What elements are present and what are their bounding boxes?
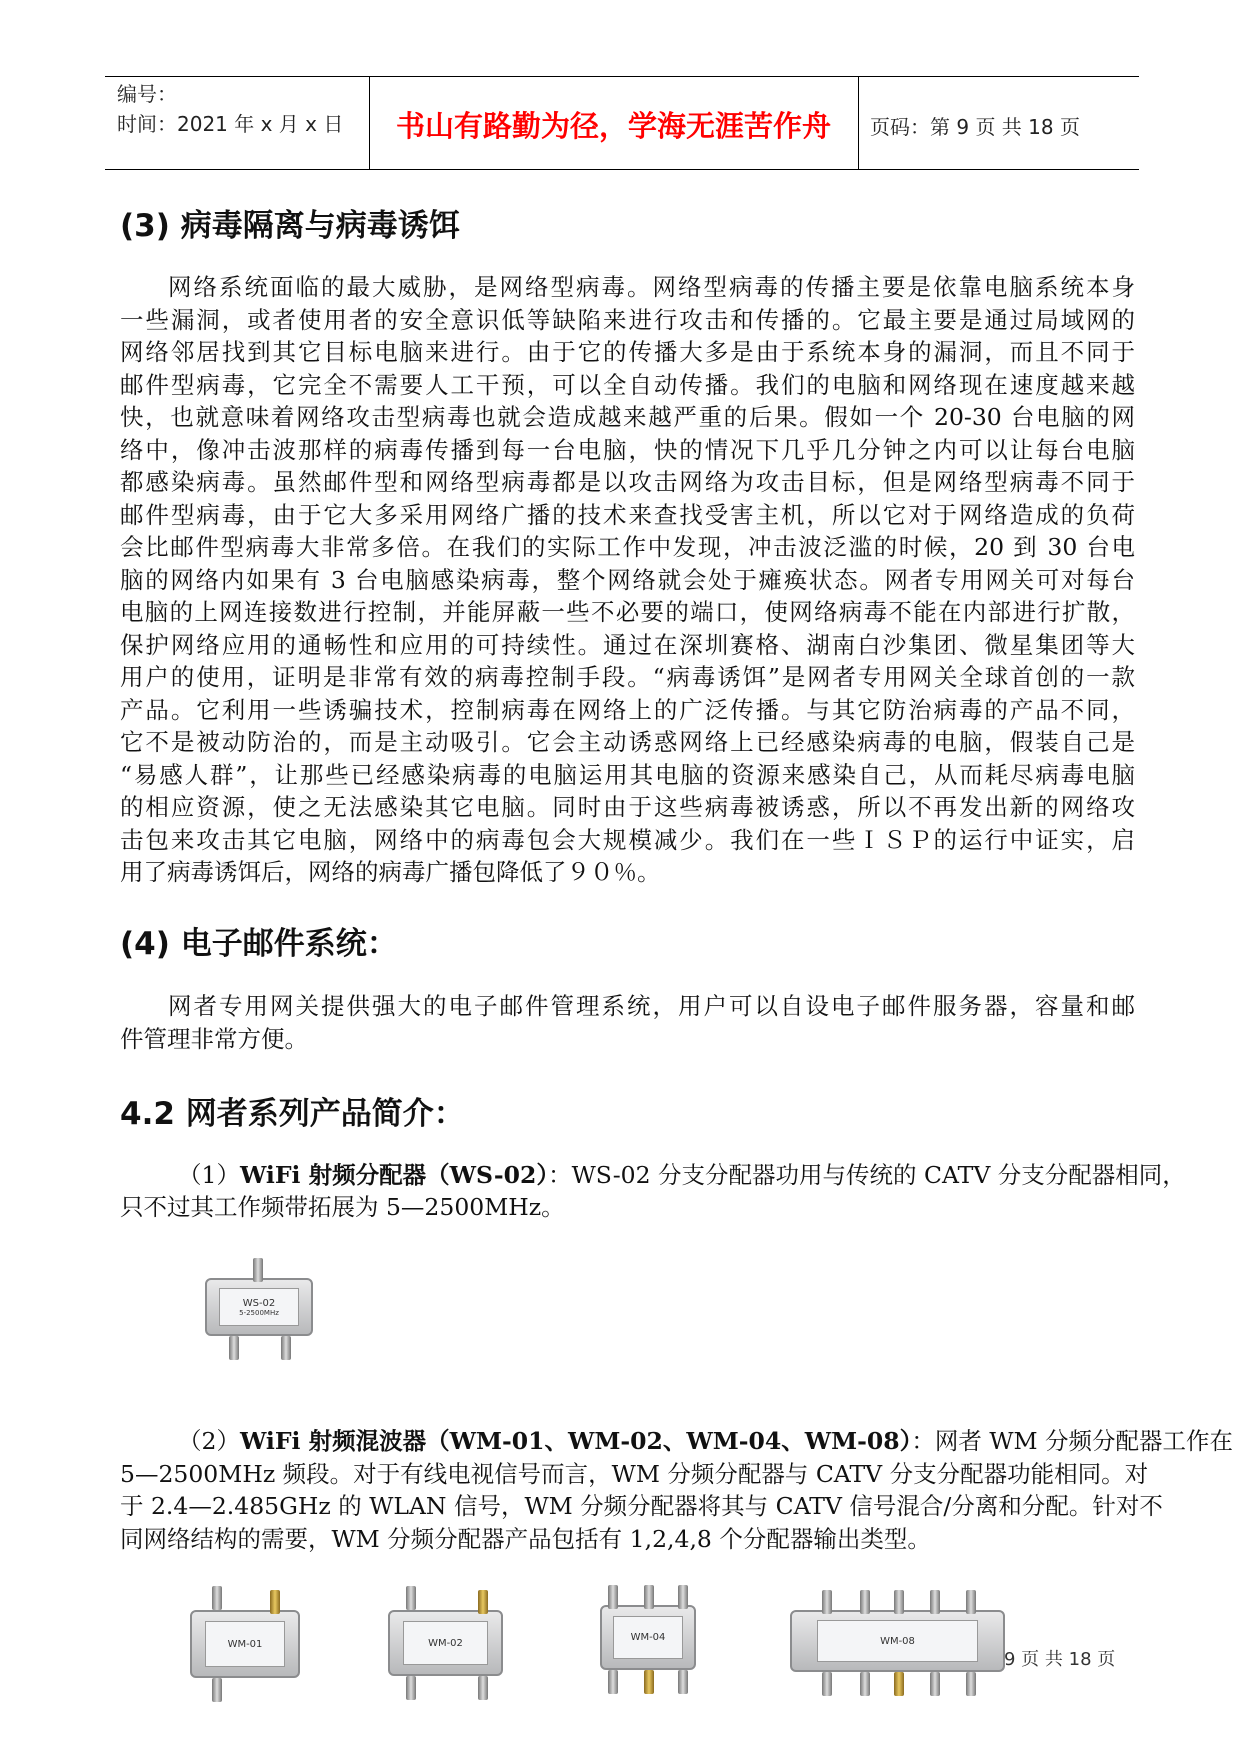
doc-time-label: 时间：2021 年 x 月 x 日 <box>117 112 344 136</box>
item2-line: 5—2500MHz 频段。对于有线电视信号而言，WM 分频分配器与 CATV 分支分配器功能相同。对 <box>120 1460 1149 1488</box>
item2-line: 于 2.4—2.485GHz 的 WLAN 信号，WM 分频分配器将其与 CATV 信号混合/分离和分配。针对不 <box>120 1492 1163 1520</box>
paragraph-line: 网络邻居找到其它目标电脑来进行。由于它的传播大多是由于系统本身的漏洞，而且不同于 <box>120 338 1135 366</box>
paragraph-line: 邮件型病毒，由于它大多采用网络广播的技术来查找受害主机，所以它对于网络造成的负荷 <box>120 500 1135 529</box>
wm-04-product-image <box>600 1605 696 1670</box>
product-freq-label: 5-2500MHz <box>239 1308 279 1317</box>
product-label: WM-08 <box>880 1635 915 1647</box>
product-label: WS-02 <box>242 1297 276 1309</box>
item1-prefix: （1） <box>178 1161 240 1189</box>
ws-02-product-image <box>205 1278 313 1336</box>
header-motto: 书山有路勤为径，学海无涯苦作舟 <box>395 109 831 143</box>
paragraph-line: 的相应资源，使之无法感染其它电脑。同时由于这些病毒被诱惑，所以不再发出新的网络攻 <box>120 793 1135 821</box>
item1-title: WiFi 射频分配器（WS-02） <box>239 1161 549 1189</box>
section-heading: 4.2 网者系列产品简介： <box>120 1096 465 1132</box>
paragraph-line: 脑的网络内如果有 3 台电脑感染病毒，整个网络就会处于瘫痪状态。网者专用网关可对每台 <box>120 565 1135 594</box>
paragraph-line: 网者专用网关提供强大的电子邮件管理系统，用户可以自设电子邮件服务器，容量和邮 <box>168 992 1135 1020</box>
paragraph-line: 一些漏洞，或者使用者的安全意识低等缺陷来进行攻击和传播的。它最主要是通过局域网的 <box>120 305 1135 334</box>
header-bottom-rule <box>105 169 1139 170</box>
item2-line <box>120 1425 1233 1457</box>
item1-line <box>120 1159 1186 1191</box>
item2-text: ：网者 WM 分频分配器工作在 <box>911 1427 1233 1455</box>
item2-title: WiFi 射频混波器（WM-01、WM-02、WM-04、WM-08） <box>239 1427 912 1455</box>
paragraph-line: “易感人群”，让那些已经感染病毒的电脑运用其电脑的资源来感染自己，从而耗尽病毒电脑 <box>120 760 1135 789</box>
paragraph-line: 它不是被动防治的，而是主动吸引。它会主动诱惑网络上已经感染病毒的电脑，假装自己是 <box>120 728 1135 756</box>
wm-01-product-image <box>190 1610 300 1678</box>
header-divider <box>858 76 859 169</box>
header-page-info: 页码：第 9 页 共 18 页 <box>870 115 1080 139</box>
item1-line: 只不过其工作频带拓展为 5—2500MHz。 <box>120 1193 565 1221</box>
paragraph-line: 邮件型病毒，它完全不需要人工干预，可以全自动传播。我们的电脑和网络现在速度越来越 <box>120 370 1135 399</box>
paragraph-line: 会比邮件型病毒大非常多倍。在我们的实际工作中发现，冲击波泛滥的时候，20 到 30 台电 <box>120 533 1135 561</box>
section-heading: (3) 病毒隔离与病毒诱饵 <box>120 208 460 244</box>
section-heading: (4) 电子邮件系统： <box>120 926 398 962</box>
paragraph-line: 快，也就意味着网络攻击型病毒也就会造成越来越严重的后果。假如一个 20-30 台电脑的网 <box>120 403 1135 431</box>
product-label: WM-02 <box>428 1637 463 1649</box>
product-label: WM-04 <box>630 1632 666 1643</box>
paragraph-line: 用了病毒诱饵后，网络的病毒广播包降低了９０％。 <box>120 858 661 886</box>
wm-02-product-image <box>388 1610 503 1676</box>
paragraph-line: 电脑的上网连接数进行控制，并能屏蔽一些不必要的端口，使网络病毒不能在内部进行扩散， <box>120 598 1135 626</box>
doc-number-label: 编号： <box>117 82 177 106</box>
paragraph-line: 产品。它利用一些诱骗技术，控制病毒在网络上的广泛传播。与其它防治病毒的产品不同， <box>120 695 1135 724</box>
header-top-rule <box>105 76 1139 77</box>
page-footer: 9 页 共 18 页 <box>1004 1649 1116 1670</box>
paragraph-line: 用户的使用，证明是非常有效的病毒控制手段。“病毒诱饵”是网者专用网关全球首创的一款 <box>120 663 1135 691</box>
paragraph-line: 击包来攻击其它电脑，网络中的病毒包会大规模减少。我们在一些ＩＳＰ的运行中证实，启 <box>120 825 1135 854</box>
product-label: WM-01 <box>227 1638 263 1650</box>
paragraph-line: 网络系统面临的最大威胁，是网络型病毒。网络型病毒的传播主要是依靠电脑系统本身 <box>168 273 1135 301</box>
paragraph-line: 件管理非常方便。 <box>120 1025 308 1053</box>
item2-line: 同网络结构的需要，WM 分频分配器产品包括有 1,2,4,8 个分配器输出类型。 <box>120 1525 931 1553</box>
wm-08-product-image <box>790 1610 1005 1672</box>
paragraph-line: 保护网络应用的通畅性和应用的可持续性。通过在深圳赛格、湖南白沙集团、微星集团等大 <box>120 630 1135 659</box>
item1-text: ：WS-02 分支分配器功用与传统的 CATV 分支分配器相同， <box>548 1161 1186 1189</box>
paragraph-line: 都感染病毒。虽然邮件型和网络型病毒都是以攻击网络为攻击目标，但是网络型病毒不同于 <box>120 468 1135 496</box>
paragraph-line: 络中，像冲击波那样的病毒传播到每一台电脑，快的情况下几乎几分钟之内可以让每台电脑 <box>120 435 1135 464</box>
item2-prefix: （2） <box>178 1427 240 1455</box>
